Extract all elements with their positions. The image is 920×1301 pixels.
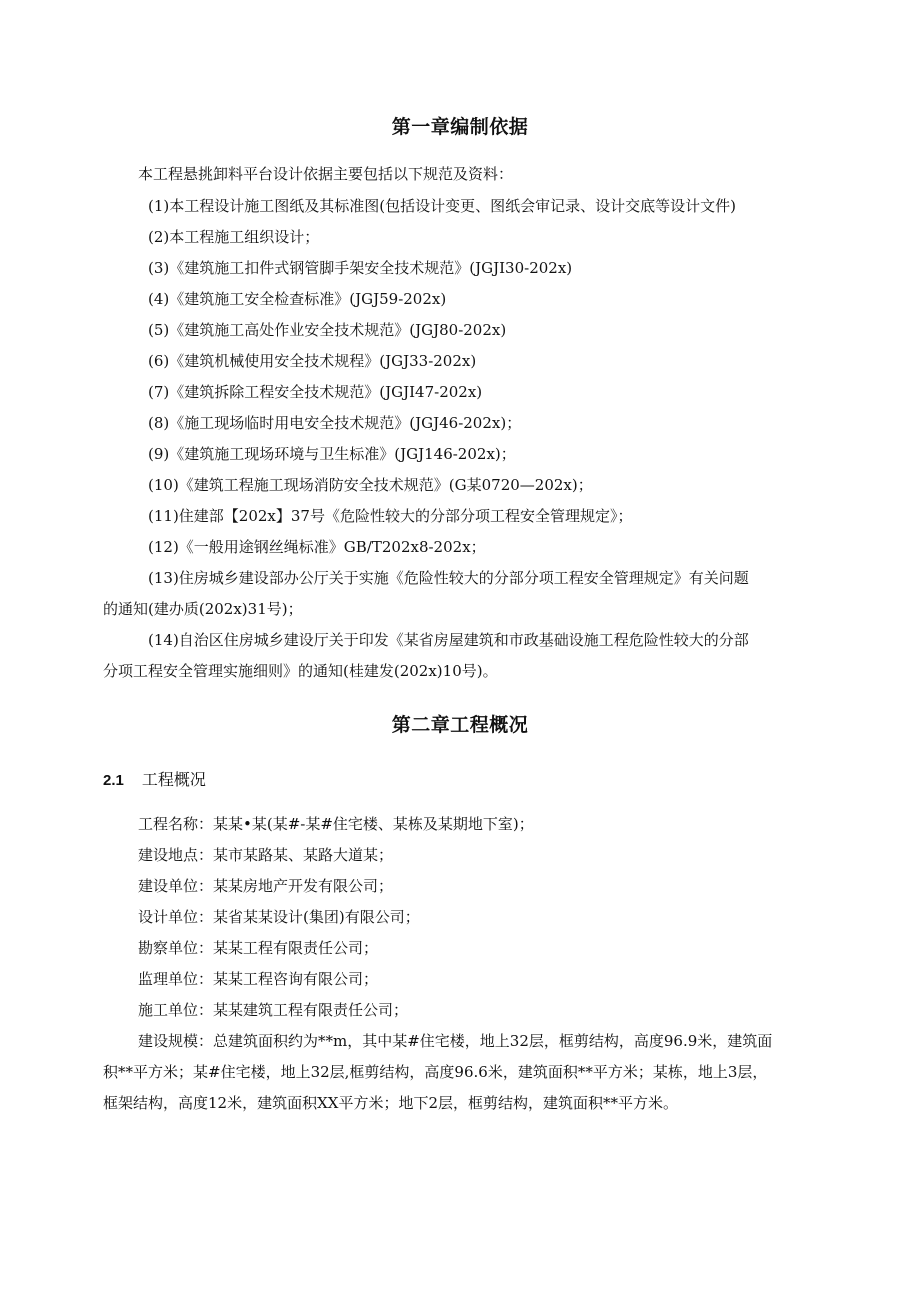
chapter-2-title: 第二章工程概况 xyxy=(391,714,529,736)
basis-item: (9)《建筑施工现场环境与卫生标准》(JGJ146-202x)； xyxy=(148,445,516,463)
basis-item: (4)《建筑施工安全检查标准》(JGJ59-202x) xyxy=(148,290,447,308)
basis-item: (11)住建部【202x】37号《危险性较大的分部分项工程安全管理规定》； xyxy=(148,507,633,525)
overview-item: 建设单位：某某房地产开发有限公司； xyxy=(138,877,394,895)
basis-item: (3)《建筑施工扣件式钢管脚手架安全技术规范》(JGJI30-202x) xyxy=(148,259,573,277)
section-number: 2.1 xyxy=(103,772,124,789)
overview-item: 施工单位：某某建筑工程有限责任公司； xyxy=(138,1001,409,1019)
basis-item: (2)本工程施工组织设计； xyxy=(148,228,320,246)
basis-item: (5)《建筑施工高处作业安全技术规范》(JGJ80-202x) xyxy=(148,321,507,339)
chapter-1-title: 第一章编制依据 xyxy=(391,116,529,138)
overview-item: 监理单位：某某工程咨询有限公司； xyxy=(138,970,379,988)
overview-item: 建设地点：某市某路某、某路大道某； xyxy=(138,846,394,864)
basis-item: (10)《建筑工程施工现场消防安全技术规范》(G某0720—202x)； xyxy=(148,476,593,494)
basis-item: (14)自治区住房城乡建设厅关于印发《某省房屋建筑和市政基础设施工程危险性较大的分部 xyxy=(148,631,749,649)
section-heading xyxy=(103,767,206,790)
chapter-1-intro: 本工程悬挑卸料平台设计依据主要包括以下规范及资料： xyxy=(138,165,514,183)
overview-scale-continuation: 积**平方米；某#住宅楼，地上32层,框剪结构，高度96.6米，建筑面积**平方米；某栋，地上3层， xyxy=(103,1063,768,1081)
overview-item: 设计单位：某省某某设计(集团)有限公司； xyxy=(138,908,420,926)
basis-item-continuation: 分项工程安全管理实施细则》的通知(桂建发(202x)10号)。 xyxy=(103,662,498,680)
basis-item: (7)《建筑拆除工程安全技术规范》(JGJI47-202x) xyxy=(148,383,483,401)
overview-scale: 建设规模：总建筑面积约为**m，其中某#住宅楼，地上32层，框剪结构，高度96.9米，建筑面 xyxy=(138,1032,773,1050)
basis-item: (13)住房城乡建设部办公厅关于实施《危险性较大的分部分项工程安全管理规定》有关问题 xyxy=(148,569,749,587)
section-title: 工程概况 xyxy=(141,770,206,789)
overview-item: 勘察单位：某某工程有限责任公司； xyxy=(138,939,379,957)
basis-item: (1)本工程设计施工图纸及其标准图(包括设计变更、图纸会审记录、设计交底等设计文件) xyxy=(148,197,736,215)
basis-item: (8)《施工现场临时用电安全技术规范》(JGJ46-202x)； xyxy=(148,414,522,432)
basis-item-continuation: 的通知(建办质(202x)31号)； xyxy=(103,600,303,618)
basis-item: (6)《建筑机械使用安全技术规程》(JGJ33-202x) xyxy=(148,352,477,370)
overview-scale-continuation: 框架结构，高度12米，建筑面积XX平方米；地下2层，框剪结构，建筑面积**平方米。 xyxy=(103,1094,678,1112)
overview-item: 工程名称：某某•某(某#-某#住宅楼、某栋及某期地下室)； xyxy=(138,815,534,833)
basis-item: (12)《一般用途钢丝绳标准》GB/T202x8-202x； xyxy=(148,538,486,556)
